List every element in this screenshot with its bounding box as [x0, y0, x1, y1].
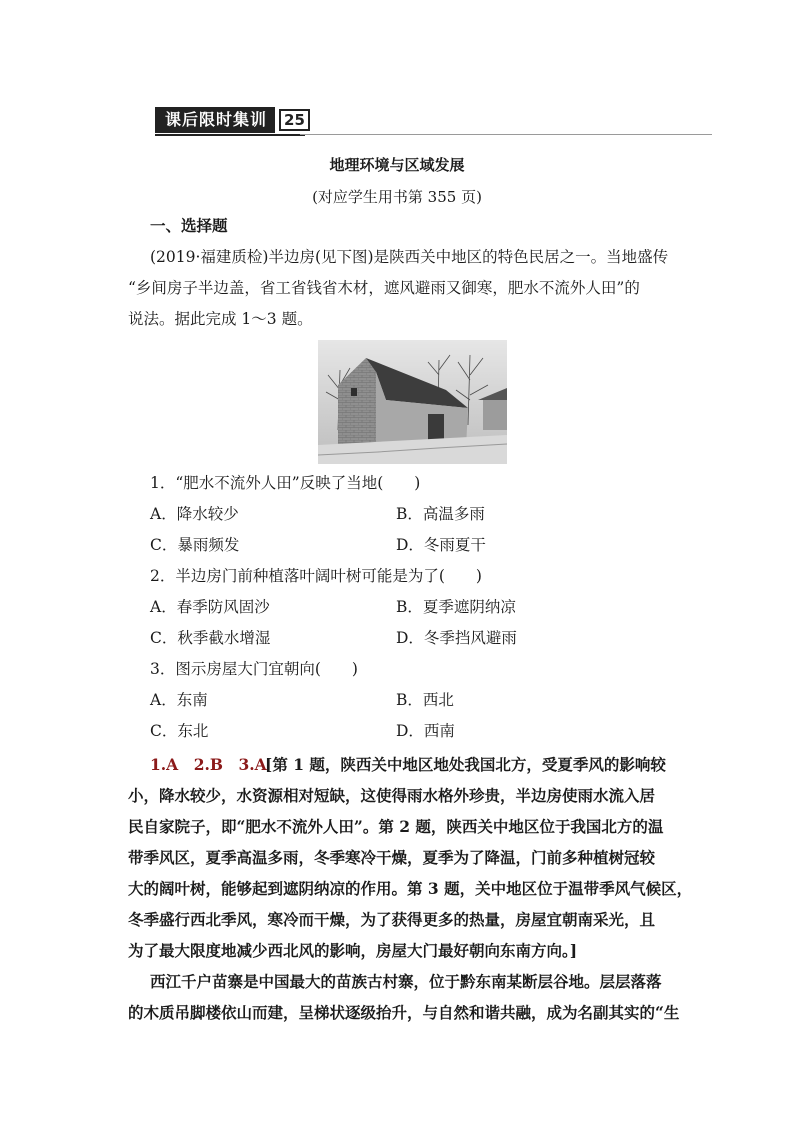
header-label: 课后限时集训 [155, 107, 275, 133]
answer-line-5: 大的阔叶树，能够起到遮阴纳凉的作用。第 3 题，关中地区位于温带季风气候区， [128, 879, 693, 898]
header-underline [155, 134, 305, 136]
question-2-option-c: C．秋季截水增湿 [150, 629, 271, 647]
question-3-option-a: A．东南 [150, 691, 208, 709]
answer-line-3: 民自家院子，即“肥水不流外人田”。第 2 题，陕西关中地区位于我国北方的温 [128, 817, 664, 836]
question-1-option-b: B．高温多雨 [396, 505, 485, 523]
question-1-option-c: C．暴雨频发 [150, 536, 240, 554]
half-house-photo [318, 340, 507, 464]
header-divider [300, 134, 712, 135]
lesson-header [155, 107, 310, 133]
question-1-option-d: D．冬雨夏干 [396, 536, 486, 554]
question-3-stem: 3．图示房屋大门宜朝向( ) [150, 660, 358, 678]
intro-line-2: “乡间房子半边盖，省工省钱省木材，遮风避雨又御寒，肥水不流外人田”的 [128, 279, 640, 297]
section-heading: 一、选择题 [150, 216, 228, 235]
header-number: 25 [279, 109, 310, 131]
answer-line-7: 为了最大限度地减少西北风的影响，房屋大门最好朝向东南方向。] [128, 941, 578, 960]
question-2-stem: 2．半边房门前种植落叶阔叶树可能是为了( ) [150, 567, 482, 585]
question-3-option-b: B．西北 [396, 691, 454, 709]
question-1-option-a: A．降水较少 [150, 505, 239, 523]
question-3-option-c: C．东北 [150, 722, 209, 740]
question-2-option-b: B．夏季遮阴纳凉 [396, 598, 516, 616]
page-title: 地理环境与区域发展 [329, 156, 465, 174]
answer-line-4: 带季风区，夏季高温多雨，冬季寒冷干燥，夏季为了降温，门前多种植树冠较 [128, 848, 656, 867]
question-3-option-d: D．西南 [396, 722, 455, 740]
answer-key-text: 1.A 2.B 3.A [150, 755, 267, 774]
passage-line-2: 的木质吊脚楼依山而建，呈梯状逐级抬升，与自然和谐共融，成为名副其实的“生 [128, 1003, 680, 1022]
question-2-option-a: A．春季防风固沙 [150, 598, 270, 616]
answer-line-1: [第 1 题，陕西关中地区地处我国北方，受夏季风的影响较 [265, 755, 666, 774]
answer-line-2: 小，降水较少，水资源相对短缺，这使得雨水格外珍贵，半边房使雨水流入居 [128, 786, 656, 805]
answer-keys [150, 749, 267, 781]
passage-line-1: 西江千户苗寨是中国最大的苗族古村寨，位于黔东南某断层谷地。层层落落 [150, 972, 662, 991]
page-subtitle: (对应学生用书第 355 页) [312, 188, 482, 206]
intro-line-1: (2019·福建质检)半边房(见下图)是陕西关中地区的特色民居之一。当地盛传 [150, 248, 669, 266]
intro-line-3: 说法。据此完成 1～3 题。 [128, 310, 313, 328]
answer-line-6: 冬季盛行西北季风，寒冷而干燥，为了获得更多的热量，房屋宜朝南采光，且 [128, 910, 656, 929]
question-1-stem: 1．“肥水不流外人田”反映了当地( ) [150, 474, 421, 492]
question-2-option-d: D．冬季挡风避雨 [396, 629, 517, 647]
